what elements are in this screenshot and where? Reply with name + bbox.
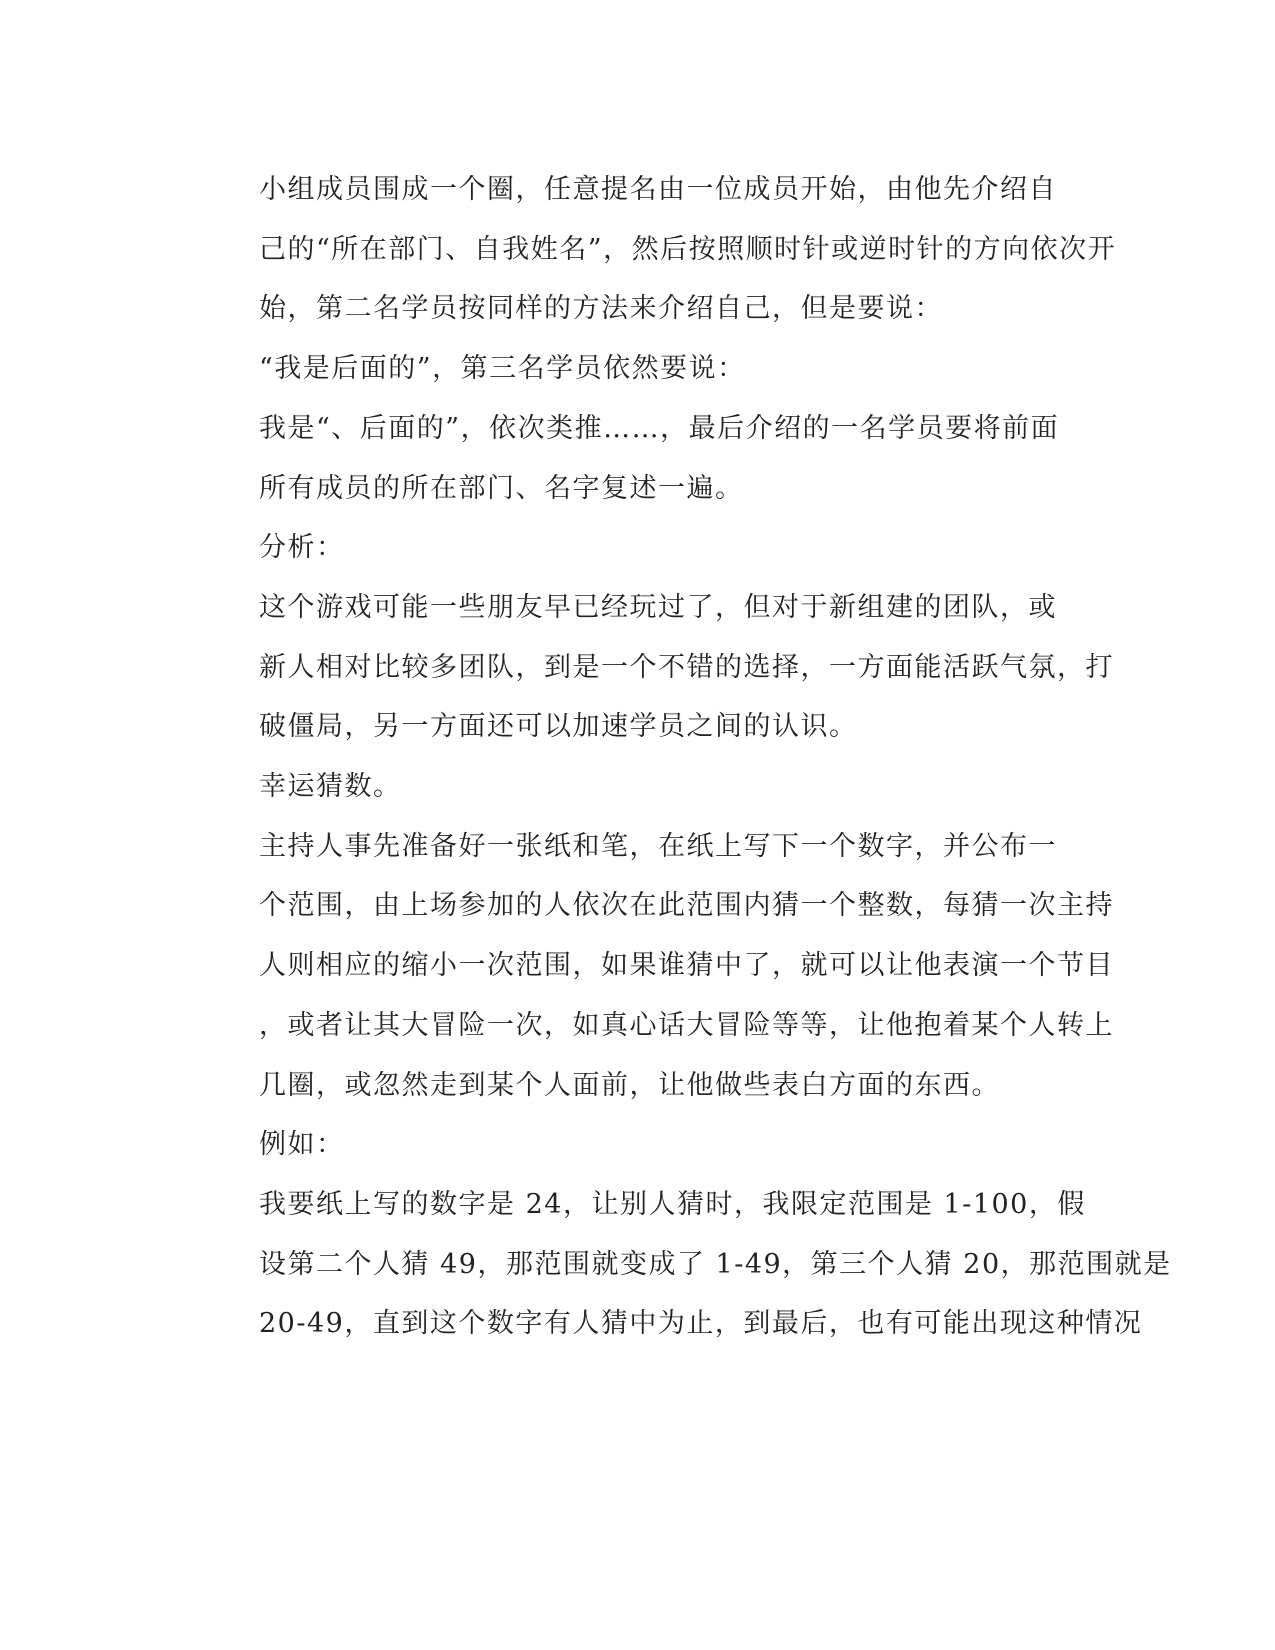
text-line: 主持人事先准备好一张纸和笔，在纸上写下一个数字，并公布一 — [259, 830, 1057, 862]
paragraph-lucky-guess-heading — [187, 757, 1077, 817]
text-line: 这个游戏可能一些朋友早已经玩过了，但对于新组建的团队，或 — [259, 591, 1057, 623]
paragraph-analysis — [187, 578, 1114, 757]
text-line: 新人相对比较多团队，到是一个不错的选择，一方面能活跃气氛，打 — [259, 651, 1114, 683]
text-line: 个范围，由上场参加的人依次在此范围内猜一个整数，每猜一次主持 — [259, 890, 1114, 922]
text-line: 设第二个人猜 49，那范围就变成了 1-49，第三个人猜 20，那范围就是 — [259, 1248, 1172, 1280]
text-line: 己的“所在部门、自我姓名”，然后按照顺时针或逆时针的方向依次开 — [259, 233, 1117, 265]
paragraph-third-speaker — [187, 399, 1077, 518]
text-line: 几圈，或忽然走到某个人面前，让他做些表白方面的东西。 — [259, 1069, 1000, 1101]
text-line: 分析： — [259, 532, 345, 564]
paragraph-lucky-guess-rules — [187, 817, 1114, 1116]
document-body — [187, 160, 1172, 1354]
text-line: “我是后面的”，第三名学员依然要说： — [259, 353, 746, 385]
text-line: 我要纸上写的数字是 24，让别人猜时，我限定范围是 1-100，假 — [259, 1188, 1086, 1220]
text-line: 小组成员围成一个圈，任意提名由一位成员开始，由他先介绍自 — [259, 174, 1057, 205]
text-line: 人则相应的缩小一次范围，如果谁猜中了，就可以让他表演一个节目 — [259, 950, 1114, 982]
paragraph-analysis-heading — [187, 518, 1077, 578]
paragraph-second-speaker — [187, 339, 1077, 399]
text-line: 例如： — [259, 1129, 345, 1161]
text-line: ，或者让其大冒险一次，如真心话大冒险等等，让他抱着某个人转上 — [259, 1009, 1114, 1041]
paragraph-rules-intro — [187, 160, 1117, 339]
paragraph-example-heading — [187, 1115, 1077, 1175]
text-line: 破僵局，另一方面还可以加速学员之间的认识。 — [259, 711, 858, 743]
text-line: 20-49，直到这个数字有人猜中为止，到最后，也有可能出现这种情况 — [259, 1308, 1143, 1340]
paragraph-example — [187, 1175, 1172, 1354]
text-line: 所有成员的所在部门、名字复述一遍。 — [259, 472, 744, 504]
text-line: 始，第二名学员按同样的方法来介绍自己，但是要说： — [259, 293, 943, 325]
text-line: 幸运猜数。 — [259, 771, 402, 803]
text-line: 我是“、后面的”，依次类推……，最后介绍的一名学员要将前面 — [259, 412, 1060, 444]
